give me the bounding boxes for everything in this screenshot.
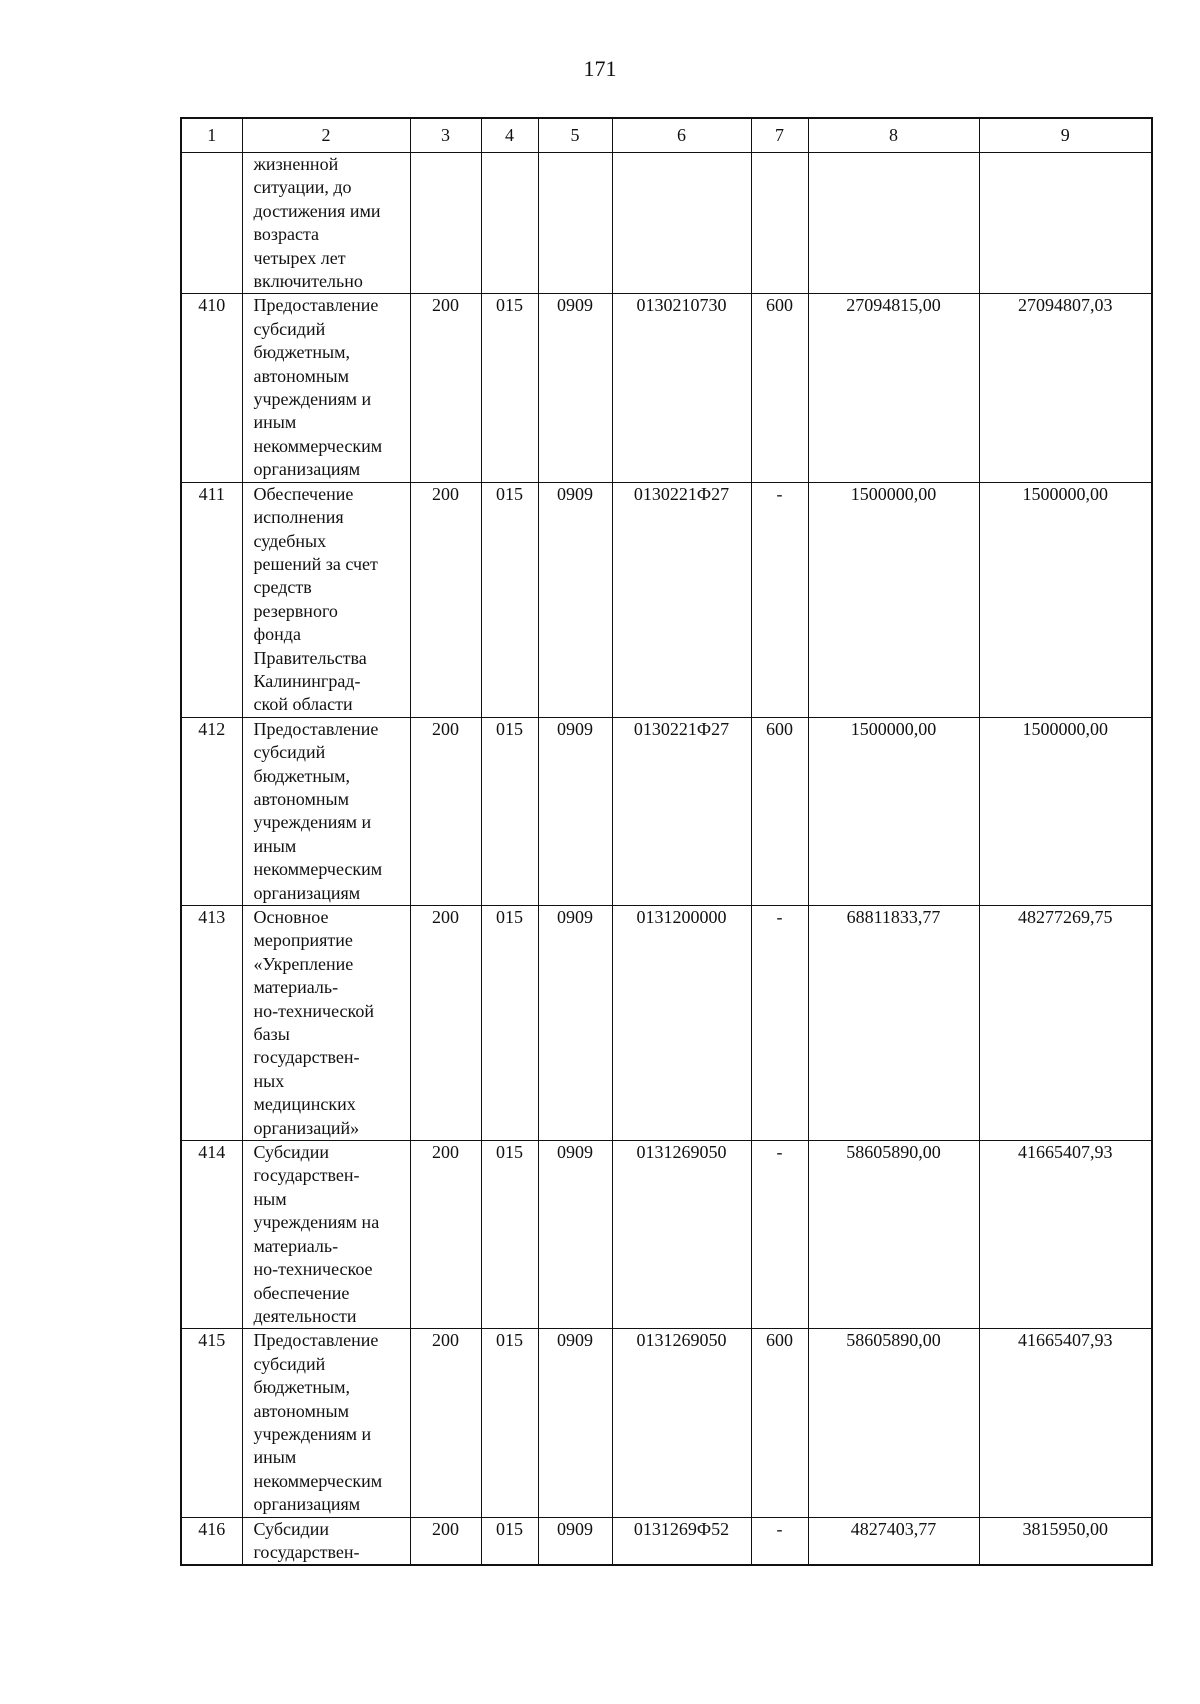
row-number: 414 xyxy=(181,1141,242,1329)
cell-col-5: 0909 xyxy=(538,906,612,1141)
description-line: субсидий xyxy=(253,742,326,763)
description-line: Обеспечение xyxy=(253,483,354,504)
column-header: 5 xyxy=(538,118,612,153)
description-line: Основное xyxy=(253,907,329,927)
cell-col-8: 58605890,00 xyxy=(808,1141,979,1329)
cell-col-5: 0909 xyxy=(538,1517,612,1565)
description-line: некоммерческим xyxy=(253,859,383,880)
column-header: 8 xyxy=(808,118,979,153)
cell-col-8: 4827403,77 xyxy=(808,1517,979,1565)
cell-col-6: 0131200000 xyxy=(612,906,751,1141)
cell-col-3: 200 xyxy=(410,1329,481,1517)
cell-col-3: 200 xyxy=(410,906,481,1141)
cell-col-3: 200 xyxy=(410,1517,481,1565)
cell-col-7: - xyxy=(751,1517,808,1565)
cell-col-5: 0909 xyxy=(538,294,612,482)
table-row xyxy=(181,717,1152,905)
description-line: Предоставление xyxy=(253,718,379,739)
description-line: Предоставление xyxy=(253,295,379,316)
description-line: иным xyxy=(253,835,297,856)
cell-col-5: 0909 xyxy=(538,717,612,905)
cell-col-9: 41665407,93 xyxy=(979,1329,1152,1517)
cell-col-7: - xyxy=(751,906,808,1141)
description-line: Субсидии xyxy=(253,1142,330,1163)
column-header: 9 xyxy=(979,118,1152,153)
cell-col-9: 41665407,93 xyxy=(979,1141,1152,1329)
column-header: 6 xyxy=(612,118,751,153)
description-line: ных xyxy=(253,1070,285,1091)
description-line: но-технической xyxy=(253,1000,374,1021)
cell-col-7: 600 xyxy=(751,1329,808,1517)
description-line: автономным xyxy=(253,365,349,386)
column-header: 4 xyxy=(481,118,538,153)
description-line: Калининград- xyxy=(253,670,361,691)
description-line: автономным xyxy=(253,1400,349,1421)
table-row xyxy=(181,153,1152,294)
description-line: субсидий xyxy=(253,318,326,339)
cell-col-3 xyxy=(410,153,481,294)
description-line: некоммерческим xyxy=(253,435,383,456)
description-line: материаль- xyxy=(253,1235,339,1256)
row-description xyxy=(242,717,410,905)
cell-col-7: 600 xyxy=(751,294,808,482)
description-line: «Укрепление xyxy=(253,953,354,974)
header-row xyxy=(181,118,1152,153)
table-row xyxy=(181,482,1152,717)
column-header: 2 xyxy=(242,118,410,153)
description-line: учреждениям и xyxy=(253,1423,372,1444)
page-number: 171 xyxy=(583,56,617,81)
cell-col-5 xyxy=(538,153,612,294)
cell-col-5: 0909 xyxy=(538,1329,612,1517)
cell-col-4: 015 xyxy=(481,294,538,482)
row-description xyxy=(242,906,410,1141)
description-line: решений за счет xyxy=(253,553,378,574)
cell-col-8: 1500000,00 xyxy=(808,482,979,717)
description-line: бюджетным, xyxy=(253,765,351,786)
table-row xyxy=(181,1517,1152,1565)
row-description xyxy=(242,1141,410,1329)
description-line: иным xyxy=(253,1447,297,1468)
cell-col-8: 58605890,00 xyxy=(808,1329,979,1517)
table-row xyxy=(181,906,1152,1141)
description-line: четырех лет xyxy=(253,247,346,268)
cell-col-3: 200 xyxy=(410,294,481,482)
table-row xyxy=(181,1329,1152,1517)
cell-col-8: 27094815,00 xyxy=(808,294,979,482)
row-description xyxy=(242,153,410,294)
cell-col-5: 0909 xyxy=(538,482,612,717)
row-number: 411 xyxy=(181,482,242,717)
description-line: фонда xyxy=(253,624,301,645)
cell-col-6: 0130221Ф27 xyxy=(612,482,751,717)
column-header: 7 xyxy=(751,118,808,153)
cell-col-4: 015 xyxy=(481,1517,538,1565)
row-description xyxy=(242,482,410,717)
description-line: учреждениям на xyxy=(253,1212,380,1233)
cell-col-6: 0131269050 xyxy=(612,1141,751,1329)
column-header: 1 xyxy=(181,118,242,153)
cell-col-9: 27094807,03 xyxy=(979,294,1152,482)
cell-col-4: 015 xyxy=(481,1141,538,1329)
description-line: средств xyxy=(253,577,312,598)
cell-col-4: 015 xyxy=(481,482,538,717)
description-line: организациям xyxy=(253,1494,361,1515)
cell-col-6: 0130210730 xyxy=(612,294,751,482)
description-line: резервного xyxy=(253,600,338,621)
row-description xyxy=(242,294,410,482)
cell-col-4: 015 xyxy=(481,1329,538,1517)
row-description xyxy=(242,1517,410,1565)
description-line: деятельности xyxy=(253,1305,357,1326)
cell-col-3: 200 xyxy=(410,482,481,717)
description-line: учреждениям и xyxy=(253,389,372,410)
description-line: учреждениям и xyxy=(253,812,372,833)
description-line: бюджетным, xyxy=(253,342,351,363)
description-line: ситуации, до xyxy=(253,177,352,198)
cell-col-4 xyxy=(481,153,538,294)
description-line: судебных xyxy=(253,530,327,551)
description-line: автономным xyxy=(253,788,349,809)
description-line: государствен- xyxy=(253,1541,360,1562)
description-line: исполнения xyxy=(253,507,344,528)
row-number: 412 xyxy=(181,717,242,905)
cell-col-6: 0130221Ф27 xyxy=(612,717,751,905)
description-line: ным xyxy=(253,1188,287,1209)
cell-col-7: - xyxy=(751,1141,808,1329)
description-line: возраста xyxy=(253,224,320,245)
cell-col-6: 0131269050 xyxy=(612,1329,751,1517)
table-row xyxy=(181,294,1152,482)
description-line: государствен- xyxy=(253,1165,360,1186)
cell-col-5: 0909 xyxy=(538,1141,612,1329)
cell-col-8 xyxy=(808,153,979,294)
description-line: Правительства xyxy=(253,647,367,668)
description-line: субсидий xyxy=(253,1353,326,1374)
cell-col-9 xyxy=(979,153,1152,294)
row-number: 416 xyxy=(181,1517,242,1565)
description-line: бюджетным, xyxy=(253,1377,351,1398)
description-line: мероприятие xyxy=(253,930,353,951)
description-line: достижения ими xyxy=(253,200,381,221)
column-header: 3 xyxy=(410,118,481,153)
description-line: включительно xyxy=(253,271,363,292)
cell-col-9: 48277269,75 xyxy=(979,906,1152,1141)
description-line: обеспечение xyxy=(253,1282,350,1303)
cell-col-4: 015 xyxy=(481,717,538,905)
cell-col-8: 68811833,77 xyxy=(808,906,979,1141)
cell-col-3: 200 xyxy=(410,717,481,905)
description-line: но-техническое xyxy=(253,1259,373,1280)
description-line: медицинских xyxy=(253,1094,356,1115)
description-line: некоммерческим xyxy=(253,1470,383,1491)
cell-col-7: 600 xyxy=(751,717,808,905)
description-line: ской области xyxy=(253,694,353,715)
cell-col-9: 1500000,00 xyxy=(979,717,1152,905)
cell-col-7: - xyxy=(751,482,808,717)
description-line: государствен- xyxy=(253,1047,360,1068)
cell-col-9: 3815950,00 xyxy=(979,1517,1152,1565)
row-number: 413 xyxy=(181,906,242,1141)
description-line: организациям xyxy=(253,459,361,480)
description-line: базы xyxy=(253,1024,290,1045)
cell-col-4: 015 xyxy=(481,906,538,1141)
description-line: иным xyxy=(253,412,297,433)
row-description xyxy=(242,1329,410,1517)
description-line: Предоставление xyxy=(253,1330,379,1351)
cell-col-6 xyxy=(612,153,751,294)
cell-col-8: 1500000,00 xyxy=(808,717,979,905)
description-line: организациям xyxy=(253,882,361,903)
description-line: жизненной xyxy=(253,154,339,174)
description-line: материаль- xyxy=(253,977,339,998)
cell-col-6: 0131269Ф52 xyxy=(612,1517,751,1565)
description-line: Субсидии xyxy=(253,1518,330,1539)
cell-col-7 xyxy=(751,153,808,294)
row-number: 415 xyxy=(181,1329,242,1517)
budget-table xyxy=(180,117,1153,1566)
cell-col-3: 200 xyxy=(410,1141,481,1329)
table-body xyxy=(181,153,1152,1566)
row-number: 410 xyxy=(181,294,242,482)
row-number xyxy=(181,153,242,294)
description-line: организаций» xyxy=(253,1117,360,1138)
table-row xyxy=(181,1141,1152,1329)
cell-col-9: 1500000,00 xyxy=(979,482,1152,717)
